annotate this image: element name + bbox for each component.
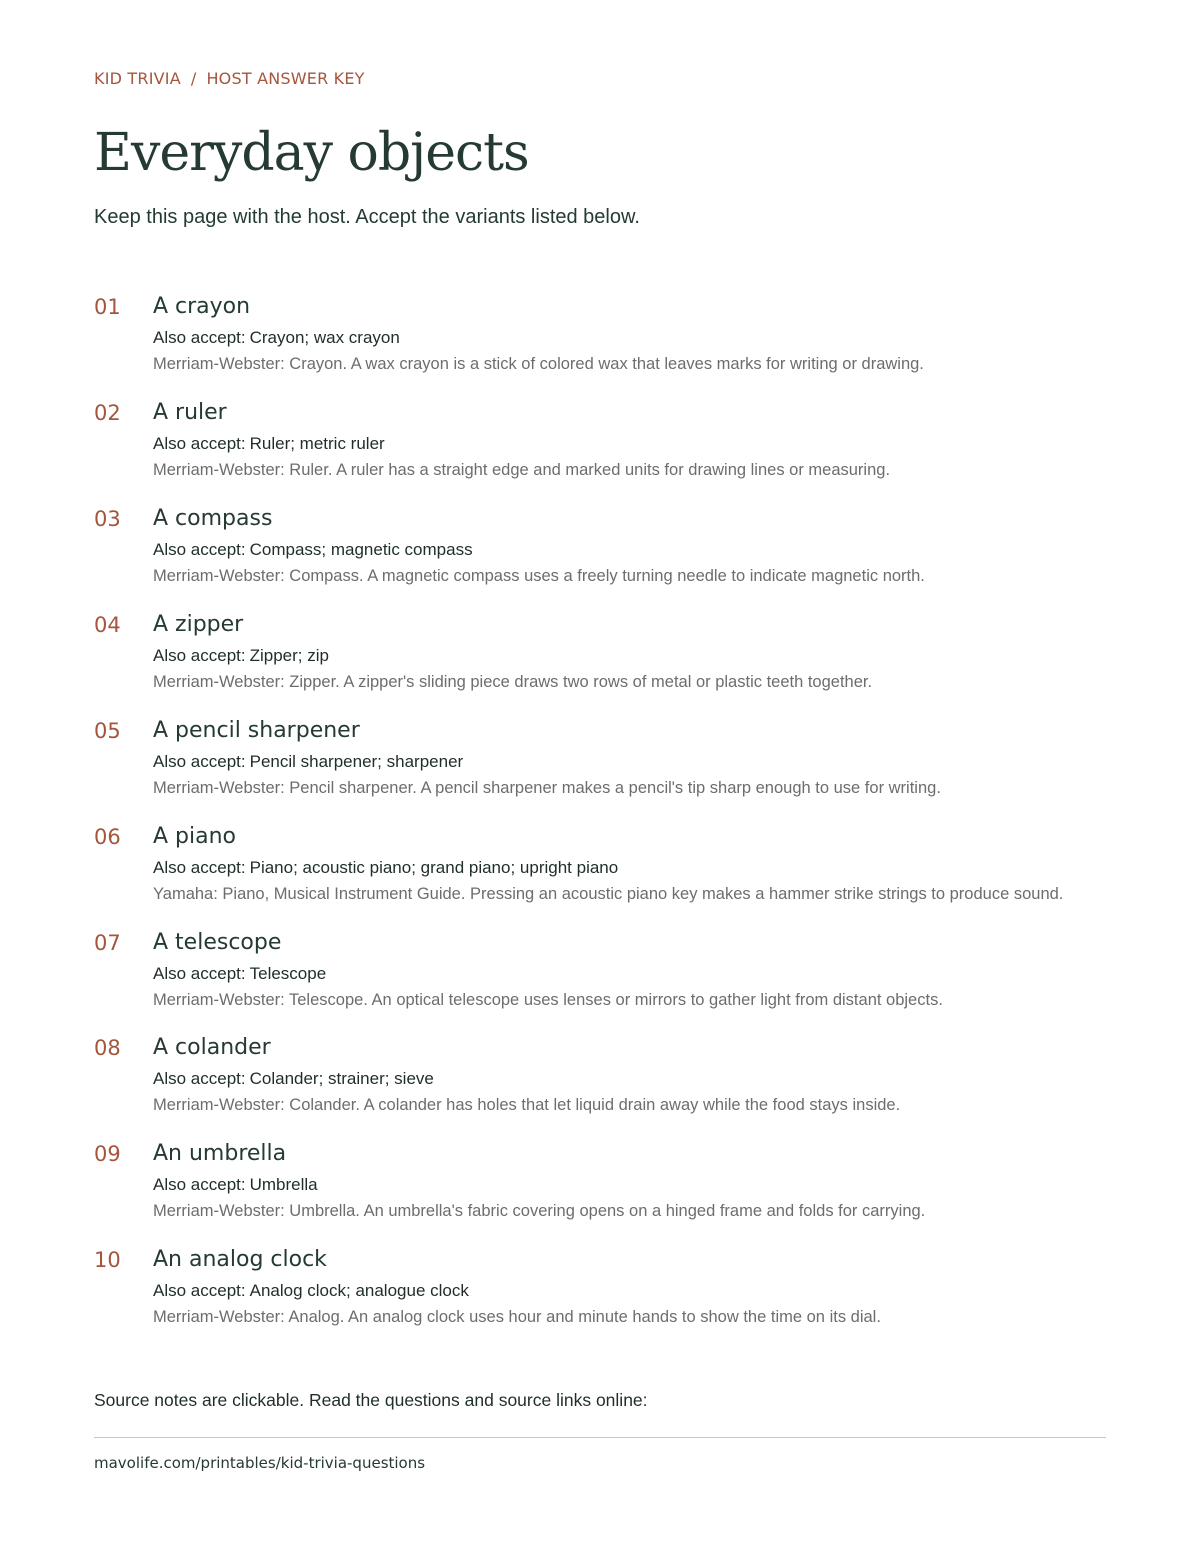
item-number: 05 <box>94 719 121 743</box>
item-also-accept <box>153 645 329 667</box>
also-accept-label: Also accept: <box>153 1175 246 1194</box>
item-number: 09 <box>94 1142 121 1166</box>
also-accept-values: Pencil sharpener; sharpener <box>249 752 464 771</box>
item-answer: A piano <box>153 824 237 849</box>
item-also-accept <box>153 1068 434 1090</box>
breadcrumb-separator: / <box>190 69 197 88</box>
item-number: 02 <box>94 401 121 425</box>
also-accept-values: Analog clock; analogue clock <box>249 1281 469 1300</box>
also-accept-values: Crayon; wax crayon <box>249 328 400 347</box>
item-source-note-link[interactable]: Merriam-Webster: Compass. A magnetic compass uses a freely turning needle to indicate magnetic north. <box>153 567 925 585</box>
also-accept-label: Also accept: <box>153 540 246 559</box>
also-accept-values: Umbrella <box>249 1175 318 1194</box>
also-accept-values: Telescope <box>249 964 327 983</box>
also-accept-label: Also accept: <box>153 1069 246 1088</box>
item-answer: A zipper <box>153 612 244 637</box>
footer-note: Source notes are clickable. Read the questions and source links online: <box>94 1390 648 1410</box>
also-accept-label: Also accept: <box>153 434 246 453</box>
item-answer: A crayon <box>153 294 251 319</box>
item-number: 03 <box>94 507 121 531</box>
item-source-note-link[interactable]: Merriam-Webster: Pencil sharpener. A pencil sharpener makes a pencil's tip sharp enough to use for writing. <box>153 779 941 797</box>
also-accept-values: Colander; strainer; sieve <box>249 1069 434 1088</box>
breadcrumb-item-kid-trivia: KID TRIVIA <box>94 69 181 88</box>
footer-divider <box>94 1437 1106 1438</box>
item-also-accept <box>153 1174 318 1196</box>
also-accept-label: Also accept: <box>153 1281 246 1300</box>
breadcrumb-item-host-answer-key: HOST ANSWER KEY <box>206 69 365 88</box>
item-also-accept <box>153 433 385 455</box>
footer-url-link[interactable]: mavolife.com/printables/kid-trivia-questions <box>94 1454 426 1472</box>
item-source-note-link[interactable]: Merriam-Webster: Ruler. A ruler has a straight edge and marked units for drawing lines or measuring. <box>153 461 891 479</box>
item-source-note-link[interactable]: Merriam-Webster: Crayon. A wax crayon is a stick of colored wax that leaves marks for writing or drawing. <box>153 355 924 373</box>
also-accept-values: Ruler; metric ruler <box>249 434 385 453</box>
item-number: 07 <box>94 931 121 955</box>
item-answer: A compass <box>153 506 273 531</box>
also-accept-label: Also accept: <box>153 752 246 771</box>
page-title: Everyday objects <box>94 123 529 183</box>
item-also-accept <box>153 963 326 985</box>
item-number: 06 <box>94 825 121 849</box>
item-also-accept <box>153 1280 469 1302</box>
also-accept-label: Also accept: <box>153 964 246 983</box>
item-source-note-link[interactable]: Merriam-Webster: Analog. An analog clock uses hour and minute hands to show the time on its dial. <box>153 1308 881 1326</box>
item-also-accept <box>153 751 463 773</box>
item-also-accept <box>153 539 473 561</box>
item-also-accept <box>153 327 400 349</box>
item-number: 10 <box>94 1248 121 1272</box>
item-source-note-link[interactable]: Merriam-Webster: Zipper. A zipper's sliding piece draws two rows of metal or plastic teeth together. <box>153 673 873 691</box>
item-source-note-link[interactable]: Merriam-Webster: Umbrella. An umbrella's fabric covering opens on a hinged frame and folds for carrying. <box>153 1202 926 1220</box>
item-answer: A pencil sharpener <box>153 718 360 743</box>
page-subtitle: Keep this page with the host. Accept the variants listed below. <box>94 206 640 228</box>
item-source-note-link[interactable]: Merriam-Webster: Telescope. An optical telescope uses lenses or mirrors to gather light from distant objects. <box>153 991 943 1009</box>
also-accept-label: Also accept: <box>153 646 246 665</box>
item-number: 08 <box>94 1036 121 1060</box>
also-accept-values: Zipper; zip <box>249 646 329 665</box>
also-accept-label: Also accept: <box>153 858 246 877</box>
item-answer: A telescope <box>153 930 282 955</box>
item-answer: A ruler <box>153 400 227 425</box>
item-also-accept <box>153 857 618 879</box>
item-source-note-link[interactable]: Yamaha: Piano, Musical Instrument Guide. Pressing an acoustic piano key makes a hammer strike strings to produce sound. <box>153 885 1064 903</box>
item-number: 01 <box>94 295 121 319</box>
also-accept-label: Also accept: <box>153 328 246 347</box>
item-answer: An analog clock <box>153 1247 327 1272</box>
breadcrumb <box>94 69 365 88</box>
also-accept-values: Piano; acoustic piano; grand piano; upright piano <box>249 858 619 877</box>
item-number: 04 <box>94 613 121 637</box>
item-answer: An umbrella <box>153 1141 287 1166</box>
also-accept-values: Compass; magnetic compass <box>249 540 473 559</box>
item-answer: A colander <box>153 1035 271 1060</box>
item-source-note-link[interactable]: Merriam-Webster: Colander. A colander has holes that let liquid drain away while the food stays inside. <box>153 1096 901 1114</box>
